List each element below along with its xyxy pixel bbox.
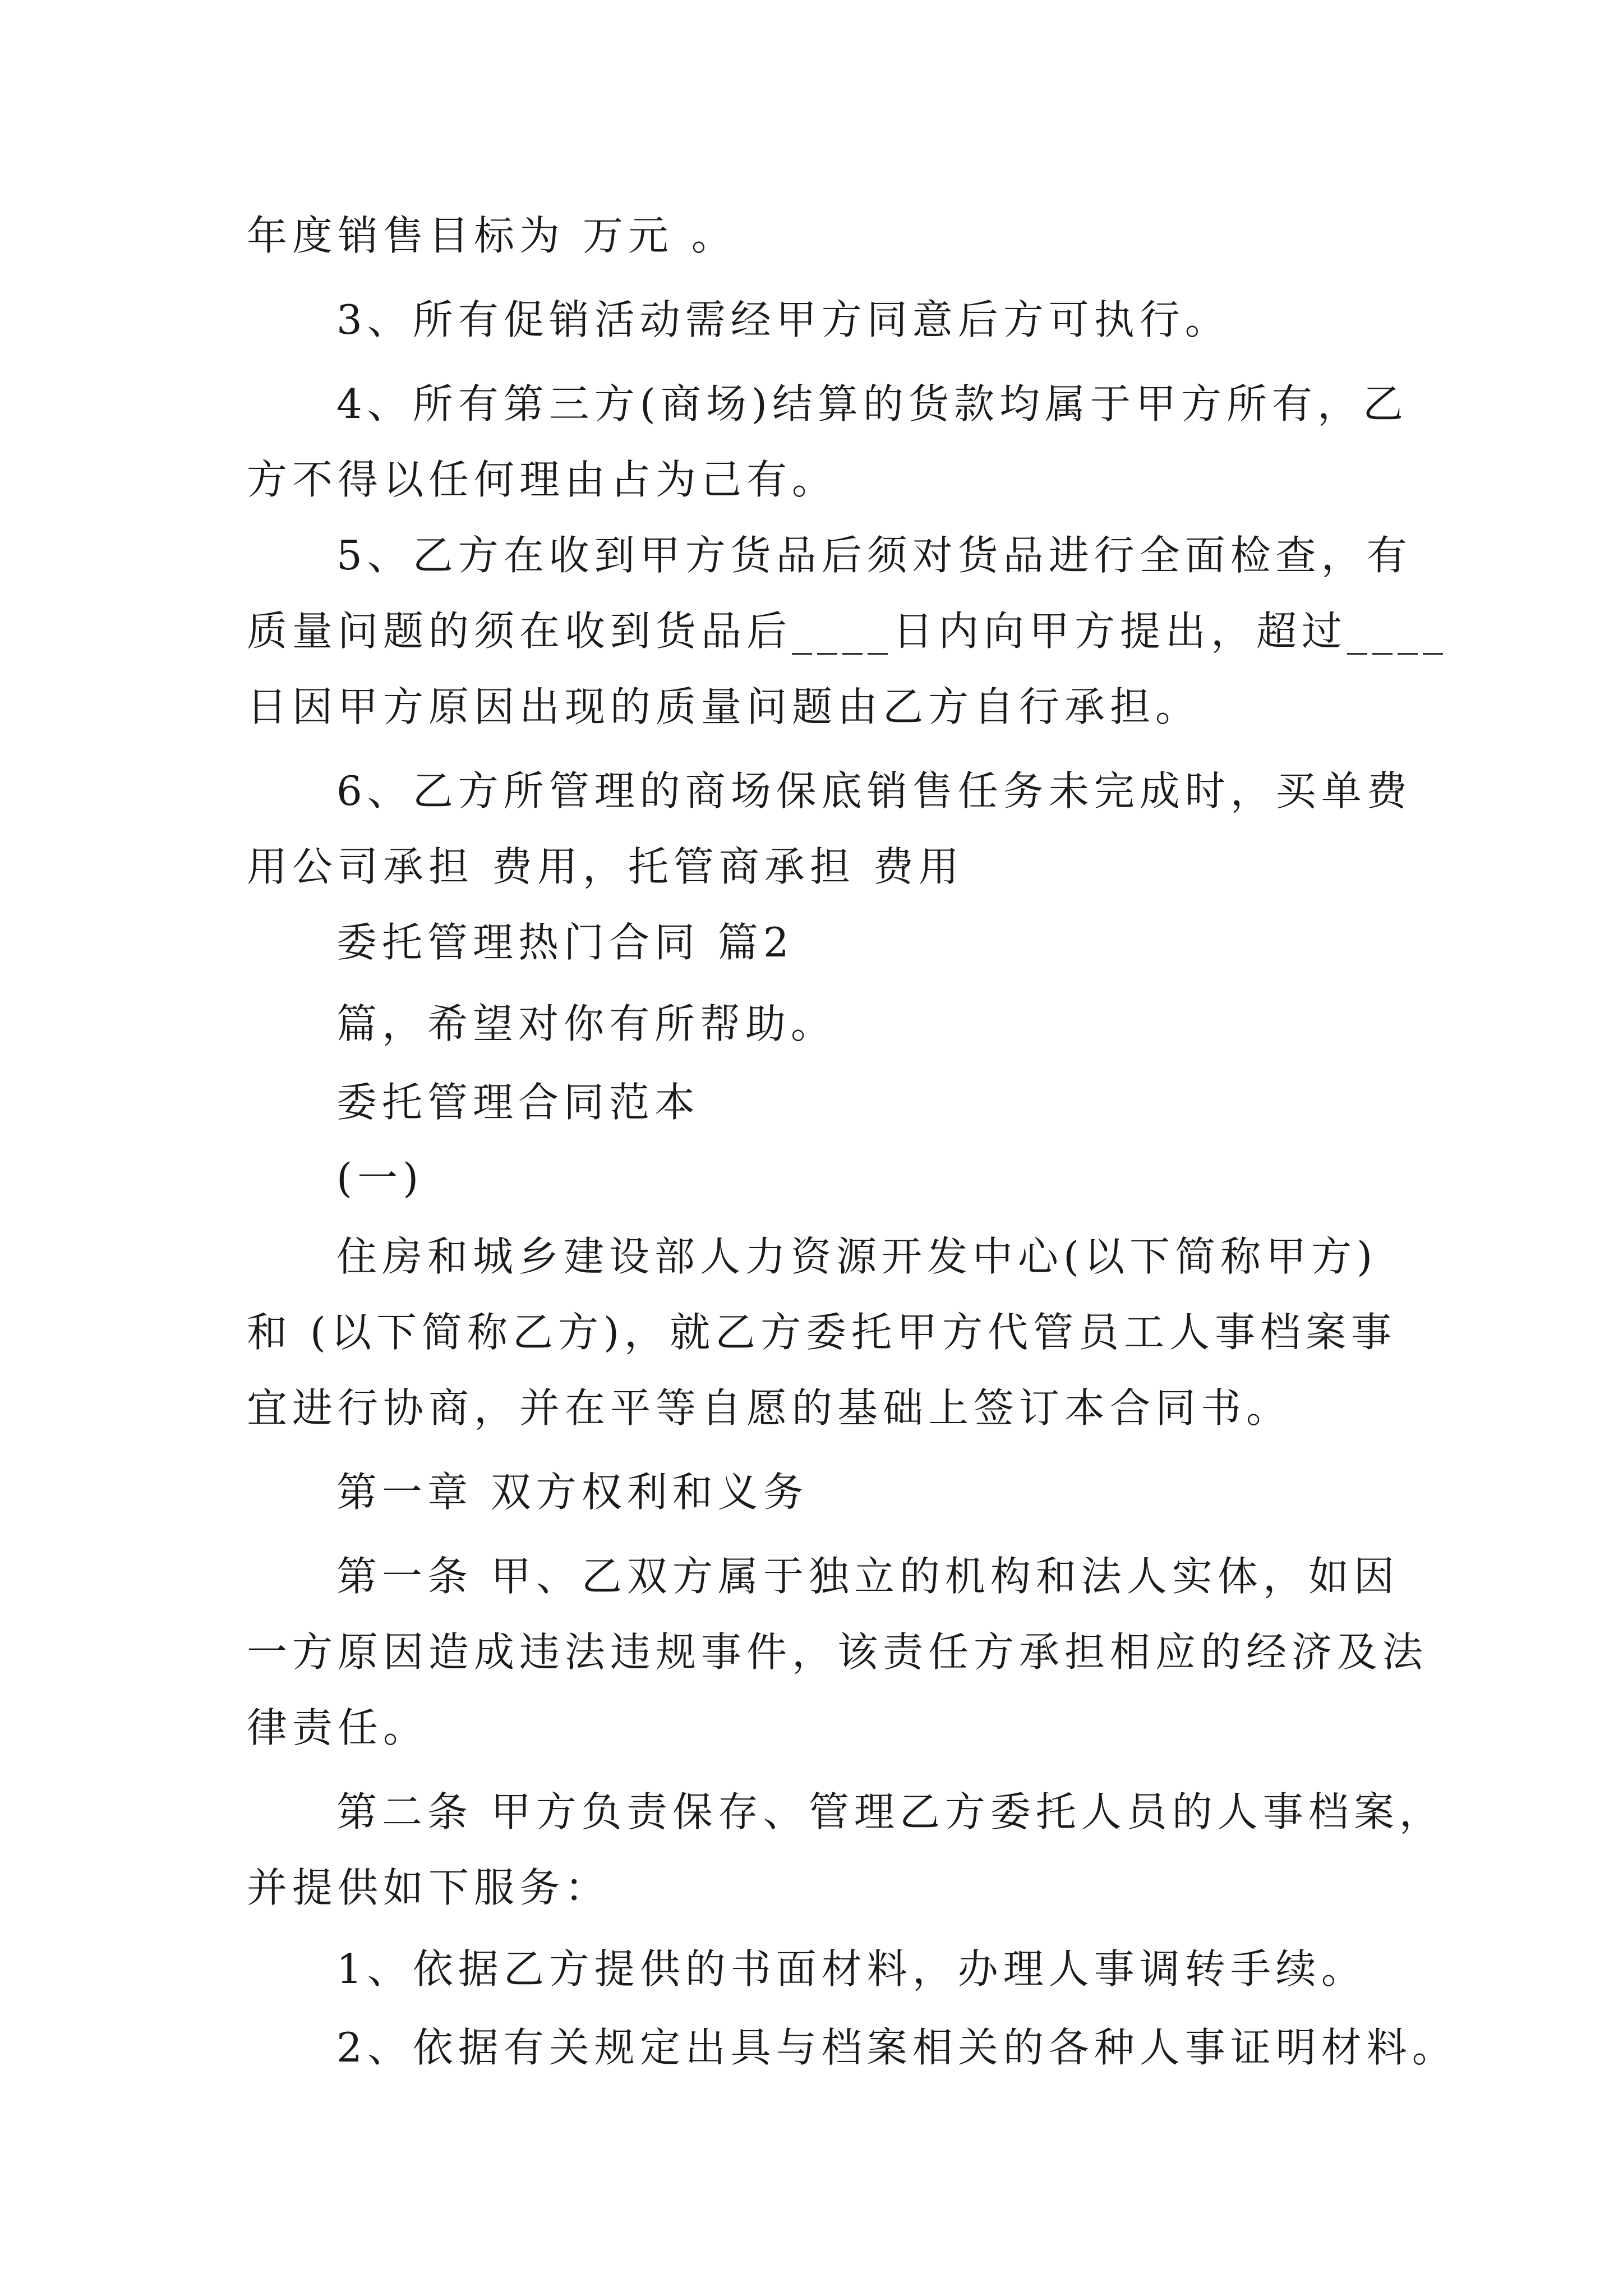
text-line: 5、乙方在收到甲方货品后须对货品进行全面检查，有 bbox=[336, 532, 1412, 579]
text-line: 篇，希望对你有所帮助。 bbox=[336, 1000, 837, 1047]
text-line: 用公司承担 费用，托管商承担 费用 bbox=[247, 843, 964, 890]
text-line: 宜进行协商，并在平等自愿的基础上签订本合同书。 bbox=[247, 1384, 1292, 1432]
text-line: 4、所有第三方(商场)结算的货款均属于甲方所有，乙 bbox=[336, 380, 1408, 427]
text-line: 3、所有促销活动需经甲方同意后方可执行。 bbox=[336, 296, 1230, 343]
text-line: 委托管理合同范本 bbox=[336, 1079, 700, 1126]
text-line: 住房和城乡建设部人力资源开发中心(以下简称甲方) bbox=[336, 1233, 1378, 1280]
text-line: 律责任。 bbox=[247, 1704, 429, 1751]
text-line: 方不得以任何理由占为己有。 bbox=[247, 456, 838, 503]
text-line: 第二条 甲方负责保存、管理乙方委托人员的人事档案， bbox=[336, 1788, 1445, 1835]
text-line: 一方原因造成违法违规事件，该责任方承担相应的经济及法 bbox=[247, 1628, 1428, 1676]
text-line: 2、依据有关规定出具与档案相关的各种人事证明材料。 bbox=[336, 2024, 1458, 2071]
text-line: 并提供如下服务： bbox=[247, 1864, 611, 1911]
text-line: 1、依据乙方提供的书面材料，办理人事调转手续。 bbox=[336, 1945, 1367, 1993]
text-line: 质量问题的须在收到货品后____日内向甲方提出，超过____ bbox=[247, 608, 1449, 655]
text-line: (一) bbox=[336, 1154, 424, 1202]
text-line: 年度销售目标为 万元 。 bbox=[247, 212, 737, 259]
text-line: 日因甲方原因出现的质量问题由乙方自行承担。 bbox=[247, 683, 1201, 730]
text-line: 第一条 甲、乙双方属于独立的机构和法人实体，如因 bbox=[336, 1553, 1399, 1600]
text-line: 委托管理热门合同 篇2 bbox=[336, 919, 794, 966]
text-line: 第一章 双方权利和义务 bbox=[336, 1469, 809, 1516]
text-line: 6、乙方所管理的商场保底销售任务未完成时，买单费 bbox=[336, 767, 1412, 815]
text-line: 和 (以下简称乙方)，就乙方委托甲方代管员工人事档案事 bbox=[247, 1309, 1397, 1356]
